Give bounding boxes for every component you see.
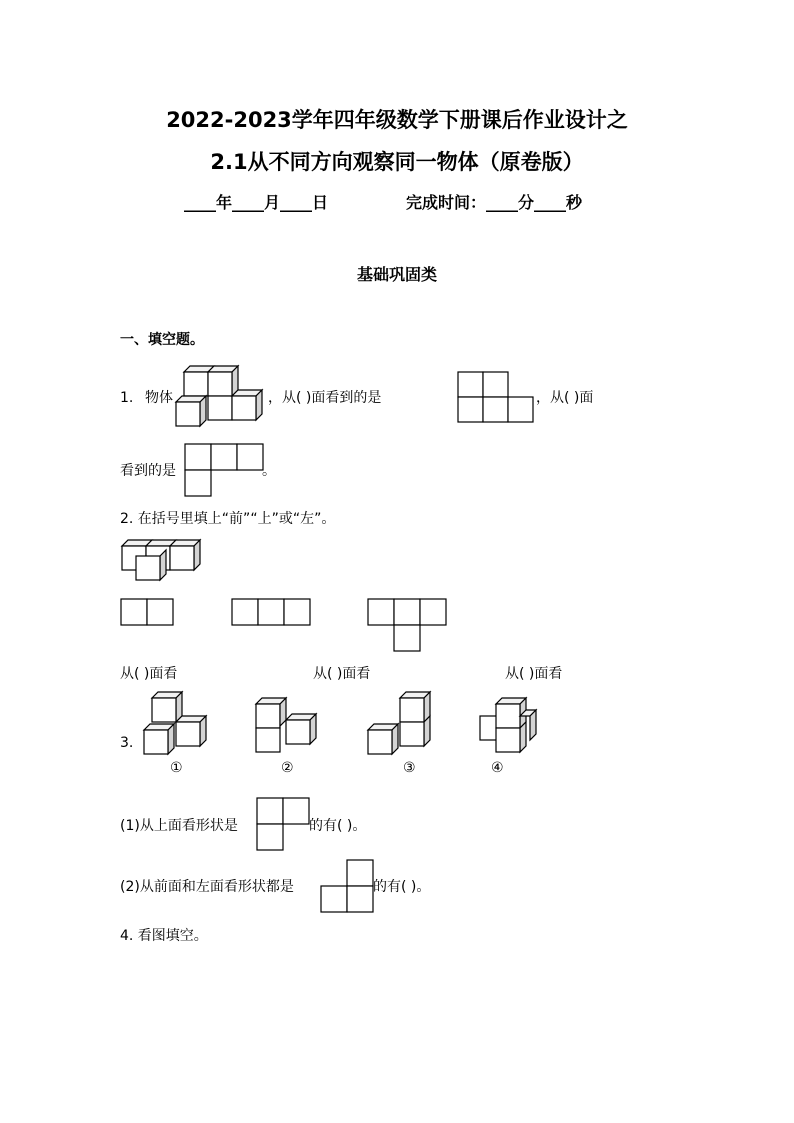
q1-answer-a[interactable]: ，从( )面看到的是 bbox=[268, 390, 382, 406]
q2-stem: 2. 在括号里填上“前”“上”或“左”。 bbox=[120, 511, 336, 527]
cube bbox=[176, 396, 206, 426]
category-heading: 基础巩固类 bbox=[356, 265, 437, 284]
q3-sub1-text: (1)从上面看形状是 bbox=[120, 818, 238, 834]
q1-answer-d: 。 bbox=[262, 463, 276, 479]
cube bbox=[496, 698, 526, 728]
cube bbox=[368, 724, 398, 754]
cube bbox=[256, 728, 280, 752]
q2-view-grid-3 bbox=[367, 598, 447, 652]
q3-sub1-answer[interactable]: 的有( )。 bbox=[309, 818, 367, 834]
q3-sub2-answer[interactable]: 的有( )。 bbox=[373, 879, 431, 895]
figure-label-3: ③ bbox=[403, 760, 416, 776]
q2-answer-1[interactable]: 从( )面看 bbox=[120, 666, 178, 682]
cube bbox=[400, 692, 430, 722]
q3-sub2-grid bbox=[320, 859, 374, 913]
q1-view-grid-b bbox=[184, 443, 264, 497]
q3-figure-1 bbox=[142, 690, 212, 758]
q3-number: 3. bbox=[120, 735, 134, 751]
q4-stem: 4. 看图填空。 bbox=[120, 928, 208, 944]
cube bbox=[170, 540, 200, 570]
part-title: 一、填空题。 bbox=[120, 332, 204, 348]
figure-label-1: ① bbox=[170, 760, 183, 776]
time-line[interactable]: 完成时间：____分____秒 bbox=[406, 193, 583, 212]
q1-object-label: 物体 bbox=[145, 390, 173, 406]
q3-figure-3 bbox=[366, 690, 436, 758]
q1-number: 1. bbox=[120, 390, 134, 406]
title-line-1: 2022-2023学年四年级数学下册课后作业设计之 bbox=[166, 108, 628, 132]
q3-figure-4 bbox=[478, 696, 542, 758]
cube bbox=[232, 390, 262, 420]
q2-object-cube-figure bbox=[120, 538, 206, 582]
q1-view-grid-a bbox=[457, 371, 535, 425]
q3-sub1-grid bbox=[256, 797, 310, 851]
cube bbox=[176, 716, 206, 746]
q3-sub2-text: (2)从前面和左面看形状都是 bbox=[120, 879, 294, 895]
q1-answer-c: 看到的是 bbox=[120, 463, 176, 479]
q2-answer-2[interactable]: 从( )面看 bbox=[313, 666, 371, 682]
q2-view-grid-2 bbox=[231, 598, 311, 626]
q2-view-grid-1 bbox=[120, 598, 174, 626]
cube bbox=[144, 724, 174, 754]
cube bbox=[152, 692, 182, 722]
cube bbox=[208, 396, 232, 420]
q1-answer-b[interactable]: ，从( )面 bbox=[536, 390, 594, 406]
cube bbox=[208, 366, 238, 396]
figure-label-2: ② bbox=[281, 760, 294, 776]
figure-label-4: ④ bbox=[491, 760, 504, 776]
title-line-2: 2.1从不同方向观察同一物体（原卷版） bbox=[210, 150, 584, 174]
q3-figure-2 bbox=[254, 696, 324, 758]
cube bbox=[280, 698, 316, 744]
q1-object-cube-figure bbox=[174, 364, 266, 432]
q2-answer-3[interactable]: 从( )面看 bbox=[505, 666, 563, 682]
date-line[interactable]: ____年____月____日 bbox=[184, 193, 329, 212]
